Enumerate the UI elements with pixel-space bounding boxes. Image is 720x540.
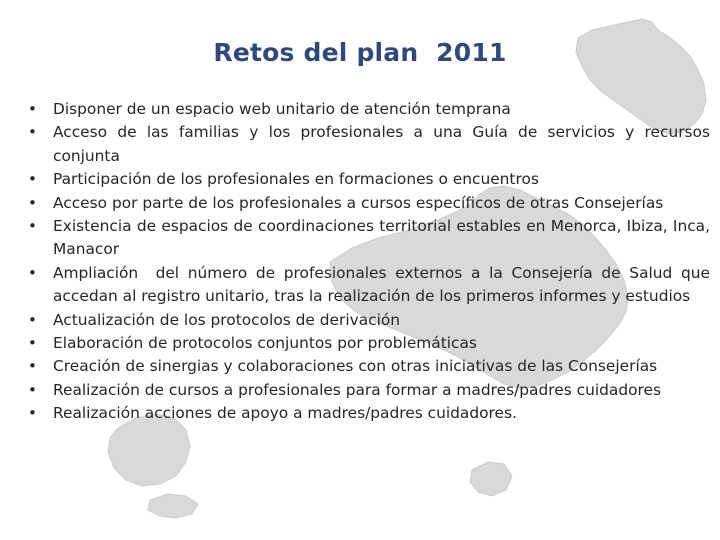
bullet-icon: • (28, 310, 37, 329)
list-item (28, 192, 710, 215)
cabrera-island-shape (470, 462, 512, 496)
bullet-icon: • (28, 380, 37, 399)
list-item-text: Acceso por parte de los profesionales a cursos específicos de otras Consejerías (53, 193, 664, 212)
list-item (28, 309, 710, 332)
list-item-text: Ampliación del número de profesionales externos a la Consejería de Salud que accedan al registro unitario, tras la realización de los primeros informes y estudios (53, 263, 715, 306)
list-item (28, 402, 710, 425)
bullet-icon: • (28, 357, 37, 376)
slide-title: Retos del plan 2011 (213, 38, 507, 67)
list-item-text: Participación de los profesionales en formaciones o encuentros (53, 170, 539, 189)
list-item (28, 379, 710, 402)
bullet-icon: • (28, 193, 37, 212)
list-item (28, 332, 710, 355)
list-item (28, 168, 710, 191)
bullet-icon: • (28, 100, 37, 118)
bullet-icon: • (28, 334, 37, 353)
list-item-text: Elaboración de protocolos conjuntos por problemáticas (53, 334, 477, 353)
list-item-text: Disponer de un espacio web unitario de atención temprana (53, 100, 511, 118)
list-item (28, 262, 715, 309)
list-item (28, 215, 715, 262)
list-item-text: Realización de cursos a profesionales para formar a madres/padres cuidadores (53, 380, 661, 399)
list-item (28, 355, 710, 378)
list-item-text: Creación de sinergias y colaboraciones con otras iniciativas de las Consejerías (53, 357, 658, 376)
bullet-icon: • (28, 263, 37, 282)
list-item (28, 121, 715, 168)
bullet-icon: • (28, 404, 37, 423)
bullet-icon: • (28, 217, 37, 236)
list-item (28, 98, 710, 121)
formentera-island-shape (148, 494, 198, 518)
bullet-icon: • (28, 123, 37, 142)
list-item-text: Actualización de los protocolos de derivación (53, 310, 401, 329)
bullet-list (28, 98, 715, 426)
list-item-text: Acceso de las familias y los profesionales a una Guía de servicios y recursos conjunta (53, 123, 715, 165)
list-item-text: Existencia de espacios de coordinaciones territorial estables en Menorca, Ibiza, Inca, Manacor (53, 217, 715, 259)
list-item-text: Realización acciones de apoyo a madres/padres cuidadores. (53, 404, 517, 423)
bullet-icon: • (28, 170, 37, 189)
